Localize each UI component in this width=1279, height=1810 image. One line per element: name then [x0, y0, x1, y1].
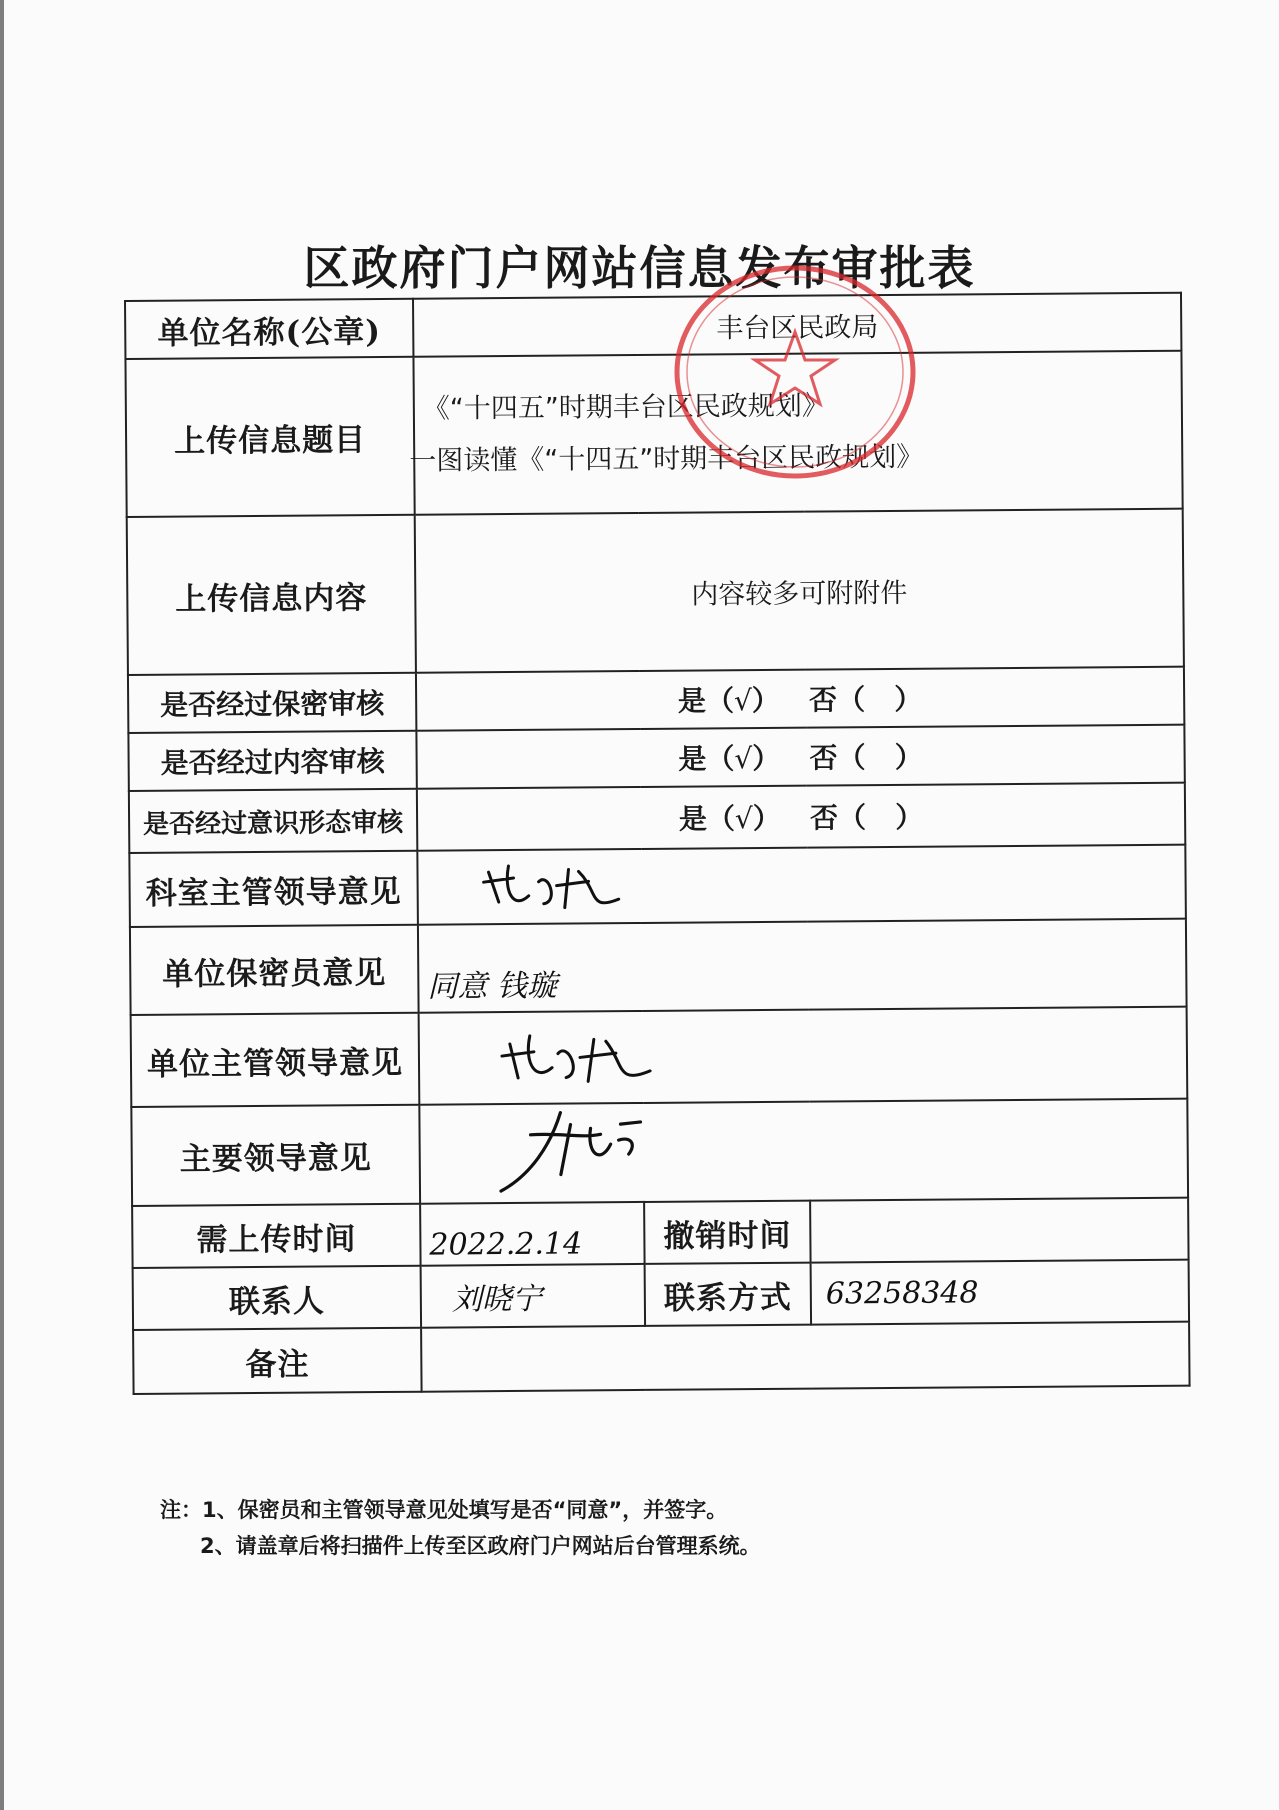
unit-leader-label: 单位主管领导意见	[131, 1013, 420, 1107]
unit-leader-signature-cell	[419, 1007, 1188, 1105]
unit-secrecy-officer-value: 同意 钱璇	[427, 968, 558, 1005]
row-upload-content	[127, 509, 1184, 675]
contact-method-value: 63258348	[825, 1274, 979, 1312]
row-remarks	[133, 1322, 1190, 1394]
content-review-choice: 是（√） 否（ ）	[416, 725, 1184, 789]
row-content-review	[128, 725, 1184, 791]
row-secrecy-review	[128, 667, 1184, 733]
remarks-value	[421, 1322, 1190, 1392]
secrecy-review-label: 是否经过保密审核	[128, 673, 416, 733]
upload-title-label: 上传信息题目	[125, 357, 414, 517]
yes-label: 是	[677, 684, 707, 718]
row-unit-leader	[131, 1007, 1188, 1107]
remarks-label: 备注	[133, 1328, 421, 1394]
main-leader-label: 主要领导意见	[131, 1105, 420, 1206]
dept-leader-label: 科室主管领导意见	[129, 851, 418, 927]
row-ideology-review	[129, 783, 1185, 853]
ideology-review-choice: 是（√） 否（ ）	[417, 783, 1185, 851]
row-unit-secrecy-officer	[130, 919, 1187, 1015]
revoke-time-label: 撤销时间	[644, 1201, 810, 1264]
ideology-review-label: 是否经过意识形态审核	[129, 789, 417, 853]
upload-time-value-cell	[420, 1202, 644, 1266]
main-leader-signature-cell	[419, 1099, 1188, 1204]
check-mark-icon: √	[733, 684, 752, 718]
row-contact	[133, 1260, 1189, 1330]
yes-label: 是	[678, 742, 707, 776]
unit-name-value: 丰台区民政局	[413, 293, 1181, 357]
yes-label: 是	[678, 802, 708, 836]
check-mark-icon: √	[734, 742, 753, 776]
contact-person-label: 联系人	[133, 1266, 421, 1330]
no-label: 否	[809, 741, 838, 775]
contact-method-value-cell	[811, 1260, 1190, 1325]
dept-leader-signature	[468, 850, 668, 916]
upload-title-line2: 一图读懂《“十四五”时期丰台区民政规划》	[409, 441, 924, 477]
note-2: 2、请盖章后将扫描件上传至区政府门户网站后台管理系统。	[200, 1534, 761, 1558]
unit-leader-signature	[490, 1018, 691, 1090]
check-mark-icon: √	[734, 802, 753, 836]
no-label: 否	[808, 683, 838, 717]
content-review-label: 是否经过内容审核	[128, 731, 416, 791]
main-leader-signature	[490, 1104, 691, 1196]
revoke-time-value	[810, 1198, 1189, 1263]
unit-secrecy-officer-value-cell	[418, 919, 1187, 1013]
dept-leader-signature-cell	[417, 845, 1186, 925]
footnotes	[160, 1492, 1160, 1564]
official-seal-stamp	[655, 260, 935, 490]
form-title: 区政府门户网站信息发布审批表	[303, 241, 976, 295]
row-upload-time	[132, 1198, 1188, 1268]
contact-person-value: 刘晓宁	[451, 1281, 542, 1318]
upload-time-label: 需上传时间	[132, 1204, 420, 1268]
contact-person-value-cell	[421, 1264, 645, 1328]
note-1: 注：1、保密员和主管领导意见处填写是否“同意”，并签字。	[160, 1498, 728, 1522]
contact-method-label: 联系方式	[645, 1263, 811, 1326]
upload-content-label: 上传信息内容	[127, 515, 416, 675]
upload-title-line1: 《“十四五”时期丰台区民政规划》	[422, 390, 829, 425]
unit-secrecy-officer-label: 单位保密员意见	[130, 925, 419, 1015]
row-main-leader	[131, 1099, 1188, 1206]
row-dept-leader	[129, 845, 1186, 927]
unit-name-label: 单位名称(公章)	[125, 299, 413, 359]
secrecy-review-choice: 是（√） 否（ ）	[416, 667, 1184, 731]
upload-time-value: 2022.2.14	[429, 1226, 583, 1263]
no-label: 否	[809, 801, 839, 835]
row-unit-name	[125, 293, 1181, 359]
upload-content-value: 内容较多可附附件	[415, 509, 1184, 673]
